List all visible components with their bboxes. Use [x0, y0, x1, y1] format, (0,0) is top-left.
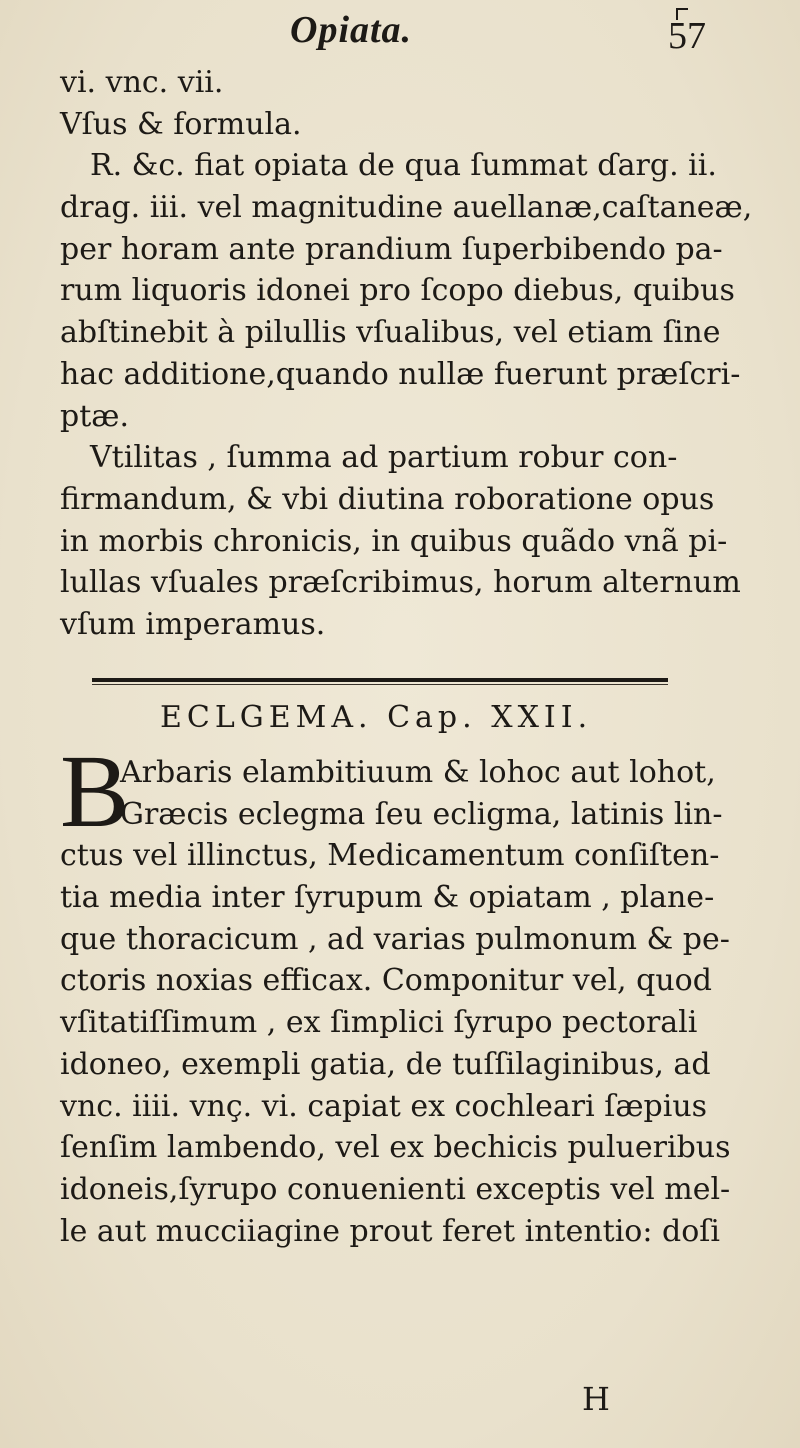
text-line: le aut mucciiagine prout feret intentio: doſi: [60, 1213, 720, 1249]
text-line: R. &c. fiat opiata de qua ſummat ɗarg. ii.: [90, 148, 717, 184]
text-block-lower: [60, 734, 760, 1252]
text-line: drag. iii. vel magnitudine auellanæ,caſtaneæ,: [60, 190, 753, 226]
text-line: rum liquoris idonei pro ſcopo diebus, quibus: [60, 273, 735, 309]
catchword: H: [582, 1380, 610, 1418]
running-head: [0, 8, 800, 58]
text-line: que thoracicum , ad varias pulmonum & pe-: [60, 921, 730, 957]
text-line: ctus vel illinctus, Medicamentum conſiſten-: [60, 838, 720, 874]
text-line: Vſus & formula.: [60, 106, 302, 142]
drop-cap: B: [60, 734, 130, 849]
text-line: idoneis,ſyrupo conuenienti exceptis vel mel-: [60, 1171, 731, 1207]
text-line: ctoris noxias efficax. Componitur vel, quod: [60, 963, 712, 999]
text-line: firmandum, & vbi diutina roboratione opus: [60, 481, 715, 517]
text-line: tia media inter ſyrupum & opiatam , plane-: [60, 880, 715, 916]
text-block-upper: [60, 62, 753, 646]
text-line: vſitatiſſimum , ex ſimplici ſyrupo pectorali: [60, 1005, 698, 1041]
chapter-heading: ECLGEMA. Cap. XXII.: [160, 700, 593, 735]
text-line: abſtinebit à pilullis vſualibus, vel etiam ſine: [60, 315, 721, 351]
text-line: lullas vſuales præſcribimus, horum alternum: [60, 565, 741, 601]
text-line: Vtilitas , ſumma ad partium robur con-: [90, 440, 678, 476]
text-line: vnc. iiii. vnç. vi. capiat ex cochleari ſæpius: [60, 1088, 708, 1124]
running-head-title: Opiata.: [290, 9, 413, 51]
text-line: ſenſim lambendo, vel ex bechicis pulueribus: [60, 1130, 731, 1166]
text-line: vſum imperamus.: [60, 606, 326, 642]
text-line: Arbaris elambitiuum & lohoc aut lohot,: [120, 755, 716, 790]
page-number: 57: [668, 15, 706, 57]
text-line: Græcis eclegma ſeu ecligma, latinis lin-: [120, 796, 723, 832]
text-line: per horam ante prandium ſuperbibendo pa-: [60, 231, 723, 267]
section-rule: [92, 678, 668, 682]
section-rule-thin: [92, 684, 668, 685]
text-line: vi. vnc. vii.: [60, 65, 224, 100]
text-line: idoneo, exempli gatia, de tuſſilaginibus, ad: [60, 1046, 711, 1082]
text-line: ptæ.: [60, 398, 129, 434]
text-line: hac additione,quando nullæ fuerunt præſcri-: [60, 356, 741, 392]
text-line: in morbis chronicis, in quibus quãdo vnã pi-: [60, 523, 728, 559]
